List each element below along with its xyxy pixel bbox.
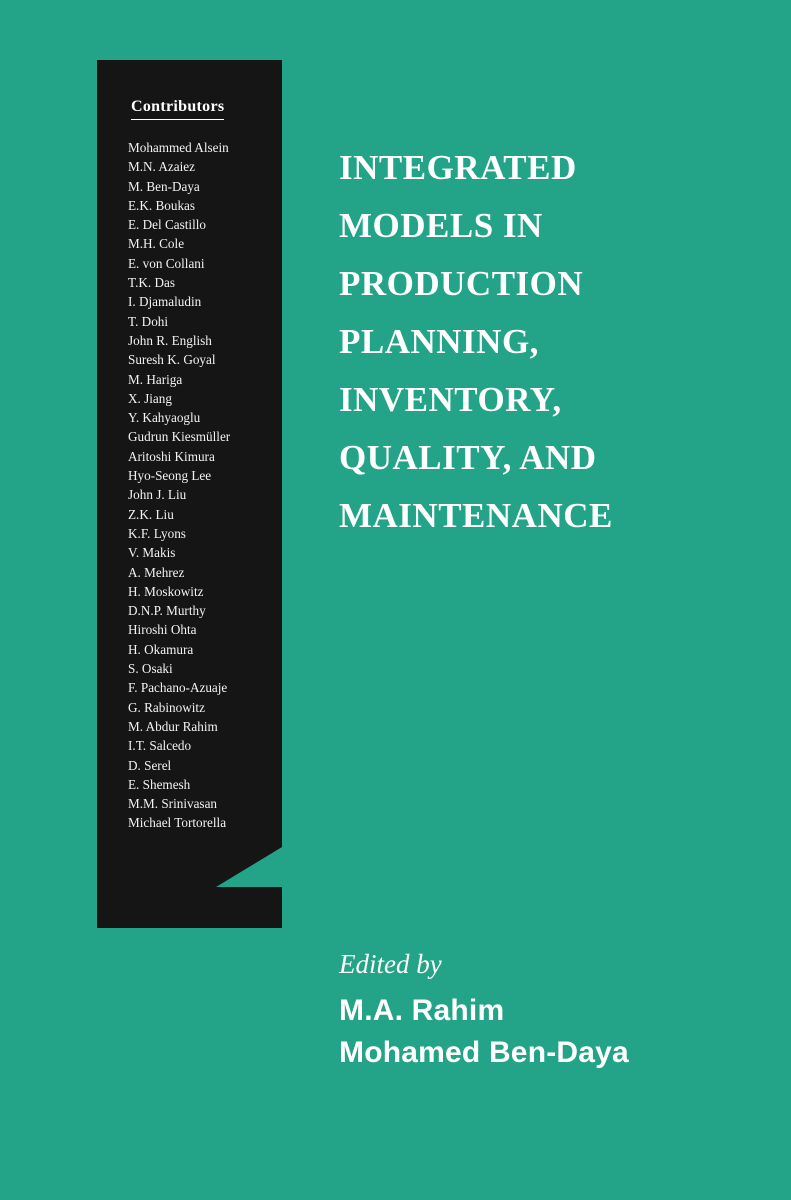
- list-item: M. Abdur Rahim: [128, 718, 218, 734]
- title-line: INTEGRATED: [339, 148, 577, 187]
- list-item: Hyo-Seong Lee: [128, 468, 212, 484]
- list-item: D.N.P. Murthy: [128, 603, 206, 619]
- list-item: E. Del Castillo: [128, 217, 207, 233]
- editor-name: M.A. Rahim: [339, 994, 505, 1027]
- list-item: John R. English: [128, 332, 212, 348]
- editor-name: Mohamed Ben-Daya: [339, 1036, 629, 1069]
- list-item: T.K. Das: [128, 275, 175, 291]
- title-line: INVENTORY,: [339, 380, 562, 419]
- list-item: F. Pachano-Azuaje: [128, 680, 228, 696]
- list-item: M.M. Srinivasan: [128, 796, 218, 812]
- title-line: QUALITY, AND: [339, 438, 597, 477]
- list-item: H. Okamura: [128, 641, 194, 657]
- list-item: V. Makis: [128, 545, 176, 561]
- list-item: K.F. Lyons: [128, 525, 186, 541]
- page-title: [339, 139, 759, 545]
- list-item: H. Moskowitz: [128, 583, 204, 599]
- list-item: Z.K. Liu: [128, 506, 174, 522]
- list-item: X. Jiang: [128, 390, 172, 406]
- contributors-list: [128, 138, 278, 833]
- list-item: Mohammed Alsein: [128, 140, 229, 155]
- list-item: D. Serel: [128, 757, 172, 773]
- list-item: G. Rabinowitz: [128, 699, 205, 715]
- list-item: M.N. Azaiez: [128, 159, 196, 175]
- edited-by-label: Edited by: [339, 949, 442, 979]
- title-line: MODELS IN: [339, 206, 543, 245]
- list-item: Gudrun Kiesmüller: [128, 429, 231, 445]
- list-item: A. Mehrez: [128, 564, 185, 580]
- title-line: PLANNING,: [339, 322, 539, 361]
- contributors-heading: Contributors: [131, 98, 224, 120]
- list-item: Suresh K. Goyal: [128, 352, 216, 368]
- title-line: MAINTENANCE: [339, 496, 613, 535]
- list-item: E.K. Boukas: [128, 197, 196, 213]
- list-item: T. Dohi: [128, 313, 169, 329]
- contributors-panel-notch: [216, 847, 282, 887]
- list-item: Aritoshi Kimura: [128, 448, 215, 464]
- list-item: M. Ben-Daya: [128, 178, 200, 194]
- list-item: I. Djamaludin: [128, 294, 202, 310]
- list-item: E. von Collani: [128, 255, 205, 271]
- list-item: M.H. Cole: [128, 236, 185, 252]
- editor-names: [339, 990, 759, 1074]
- list-item: Hiroshi Ohta: [128, 622, 197, 638]
- list-item: E. Shemesh: [128, 776, 191, 792]
- list-item: M. Hariga: [128, 371, 183, 387]
- list-item: Y. Kahyaoglu: [128, 410, 201, 426]
- list-item: John J. Liu: [128, 487, 187, 503]
- list-item: Michael Tortorella: [128, 815, 227, 831]
- list-item: I.T. Salcedo: [128, 738, 192, 754]
- list-item: S. Osaki: [128, 661, 173, 677]
- title-line: PRODUCTION: [339, 264, 584, 303]
